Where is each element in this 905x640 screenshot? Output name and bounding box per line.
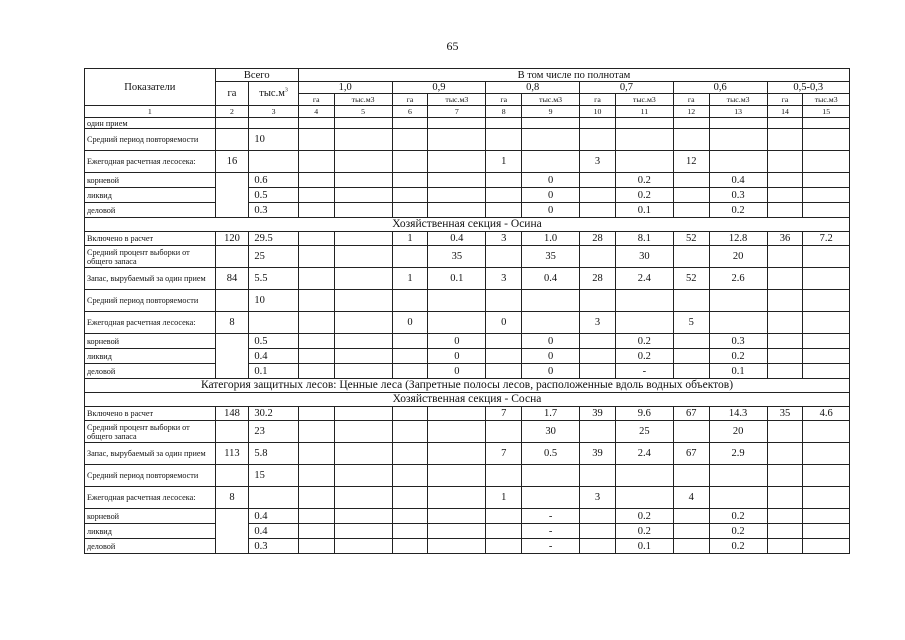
category-title: Категория защитных лесов: Ценные леса (Запретные полосы лесов, расположенные вдоль водных объектов) <box>85 379 850 393</box>
cell-0-6-km3: 0.1 <box>709 364 767 379</box>
header-density-0-6: 0,6 <box>673 82 767 94</box>
cell-0-8-km3: 30 <box>522 421 580 443</box>
table-row <box>85 129 850 151</box>
cell-0-9-km3: 0 <box>428 364 486 379</box>
cell-total-km3: 23 <box>249 421 299 443</box>
cell-0-7-ha: 39 <box>580 407 616 421</box>
cell-0-6-km3: 0.3 <box>709 188 767 203</box>
column-number: 3 <box>249 106 299 118</box>
header-sub-km3: тыс.м3 <box>803 94 850 106</box>
cell-0-7-km3: 0.2 <box>615 188 673 203</box>
header-sub-ha: га <box>673 94 709 106</box>
column-number: 2 <box>215 106 249 118</box>
cell-0-7-km3: 0.1 <box>615 539 673 554</box>
table-row <box>85 509 850 524</box>
header-density-0-7: 0,7 <box>580 82 674 94</box>
cell-0-8-ha: 3 <box>486 268 522 290</box>
cell-0-7-ha: 3 <box>580 151 616 173</box>
cell-0-9-km3: 0.1 <box>428 268 486 290</box>
cell-0-8-km3: 0 <box>522 364 580 379</box>
cell-0-6-km3: 2.6 <box>709 268 767 290</box>
cell-0-6-km3: 0.2 <box>709 539 767 554</box>
header-sub-ha: га <box>392 94 428 106</box>
column-number: 7 <box>428 106 486 118</box>
header-density-0-8: 0,8 <box>486 82 580 94</box>
cell-0-8-ha: 0 <box>486 312 522 334</box>
cell-0-9-ha: 0 <box>392 312 428 334</box>
cell-0-8-km3: 0 <box>522 334 580 349</box>
header-row-1 <box>85 69 850 82</box>
cell-0-6-ha: 4 <box>673 487 709 509</box>
column-number: 4 <box>298 106 334 118</box>
cell-0-6-ha: 12 <box>673 151 709 173</box>
cell-total-km3: 0.4 <box>249 524 299 539</box>
column-number: 1 <box>85 106 216 118</box>
section-title-aspen: Хозяйственная секция - Осина <box>85 218 850 232</box>
row-label: Ежегодная расчетная лесосека: <box>85 312 216 334</box>
cell-0-9-km3: 0 <box>428 334 486 349</box>
cell-total-ha: 8 <box>215 487 249 509</box>
cell-total-km3: 29.5 <box>249 232 299 246</box>
cell-0-8-km3: 0 <box>522 203 580 218</box>
cell-0-9-km3: 0 <box>428 349 486 364</box>
cell-0-7-km3: 0.2 <box>615 334 673 349</box>
cell-total-km3: 10 <box>249 129 299 151</box>
table-row <box>85 118 850 129</box>
row-label: Запас, вырубаемый за один прием <box>85 268 216 290</box>
table-row <box>85 443 850 465</box>
cell-0-7-km3: 0.2 <box>615 349 673 364</box>
header-density-0-9: 0,9 <box>392 82 486 94</box>
header-density-1-0: 1,0 <box>298 82 392 94</box>
table-row <box>85 349 850 364</box>
cell-0-6-km3: 0.2 <box>709 349 767 364</box>
cell-0-8-ha: 3 <box>486 232 522 246</box>
cell-total-ha: 120 <box>215 232 249 246</box>
column-number: 8 <box>486 106 522 118</box>
cell-0-8-km3: 0 <box>522 188 580 203</box>
cell-0-7-ha: 3 <box>580 487 616 509</box>
table-row <box>85 173 850 188</box>
cell-0-6-km3: 20 <box>709 421 767 443</box>
row-label: деловой <box>85 203 216 218</box>
header-sub-ha: га <box>580 94 616 106</box>
column-number: 13 <box>709 106 767 118</box>
header-sub-km3: тыс.м3 <box>334 94 392 106</box>
cell-0-6-km3: 12.8 <box>709 232 767 246</box>
row-label: Ежегодная расчетная лесосека: <box>85 151 216 173</box>
cell-0-8-ha: 7 <box>486 407 522 421</box>
cell-0-8-ha: 1 <box>486 151 522 173</box>
table-row <box>85 421 850 443</box>
cell-0-7-ha: 39 <box>580 443 616 465</box>
table-row <box>85 268 850 290</box>
cell-0-6-km3: 0.2 <box>709 524 767 539</box>
table-row <box>85 232 850 246</box>
header-sub-km3: тыс.м3 <box>709 94 767 106</box>
cell-0-6-ha: 67 <box>673 407 709 421</box>
column-number: 9 <box>522 106 580 118</box>
cell-0-6-ha: 52 <box>673 268 709 290</box>
cell-0-6-km3: 0.2 <box>709 203 767 218</box>
row-label: Включено в расчет <box>85 232 216 246</box>
table-row <box>85 188 850 203</box>
column-number: 10 <box>580 106 616 118</box>
row-label: корневой <box>85 173 216 188</box>
row-label: корневой <box>85 334 216 349</box>
cell-0-9-km3: 0.4 <box>428 232 486 246</box>
row-label: Ежегодная расчетная лесосека: <box>85 487 216 509</box>
cell-total-km3: 0.6 <box>249 173 299 188</box>
cell-0-8-km3: - <box>522 524 580 539</box>
cell-0-7-km3: 8.1 <box>615 232 673 246</box>
column-number: 12 <box>673 106 709 118</box>
cell-0-7-km3: 9.6 <box>615 407 673 421</box>
cell-0-8-km3: 1.0 <box>522 232 580 246</box>
cell-0-7-km3: 0.2 <box>615 509 673 524</box>
cell-0-5-ha: 36 <box>767 232 803 246</box>
section-title-pine: Хозяйственная секция - Сосна <box>85 393 850 407</box>
column-number: 11 <box>615 106 673 118</box>
cell-total-ha: 113 <box>215 443 249 465</box>
header-total-km3: $тыс.м^3$ <box>249 82 299 106</box>
cell-0-7-km3: 2.4 <box>615 443 673 465</box>
cell-total-ha: 148 <box>215 407 249 421</box>
row-label: деловой <box>85 364 216 379</box>
header-sub-km3: тыс.м3 <box>615 94 673 106</box>
cell-0-9-ha: 1 <box>392 232 428 246</box>
cell-total-km3: 0.5 <box>249 334 299 349</box>
cell-0-8-km3: 0.4 <box>522 268 580 290</box>
table-row <box>85 290 850 312</box>
row-label: корневой <box>85 509 216 524</box>
cell-0-6-ha: 5 <box>673 312 709 334</box>
column-number: 5 <box>334 106 392 118</box>
table-row <box>85 364 850 379</box>
cell-0-6-km3: 0.4 <box>709 173 767 188</box>
row-label: Средний процент выборки от общего запаса <box>85 246 216 268</box>
cell-0-9-ha: 1 <box>392 268 428 290</box>
cell-0-7-ha: 3 <box>580 312 616 334</box>
table-row <box>85 465 850 487</box>
cell-total-km3: 0.1 <box>249 364 299 379</box>
cell-0-7-km3: 0.2 <box>615 524 673 539</box>
row-label: ликвид <box>85 349 216 364</box>
row-label: ликвид <box>85 188 216 203</box>
cell-0-8-km3: 35 <box>522 246 580 268</box>
header-sub-ha: га <box>298 94 334 106</box>
table-row <box>85 524 850 539</box>
cell-total-km3: 0.4 <box>249 509 299 524</box>
cell-0-6-km3: 20 <box>709 246 767 268</box>
row-label: деловой <box>85 539 216 554</box>
cell-total-km3: 5.5 <box>249 268 299 290</box>
cell-0-8-km3: 1.7 <box>522 407 580 421</box>
cell-total-km3: 30.2 <box>249 407 299 421</box>
column-number: 14 <box>767 106 803 118</box>
row-label: Запас, вырубаемый за один прием <box>85 443 216 465</box>
header-sub-ha: га <box>486 94 522 106</box>
cell-0-5-ha: 35 <box>767 407 803 421</box>
cell-total-km3: 5.8 <box>249 443 299 465</box>
row-label: Средний процент выборки от общего запаса <box>85 421 216 443</box>
cell-total-km3: 15 <box>249 465 299 487</box>
cell-total-km3: 10 <box>249 290 299 312</box>
header-indicators: Показатели <box>85 69 216 106</box>
cell-0-8-km3: - <box>522 539 580 554</box>
cell-0-8-ha: 1 <box>486 487 522 509</box>
table-row <box>85 539 850 554</box>
row-label: ликвид <box>85 524 216 539</box>
cell-0-6-ha: 52 <box>673 232 709 246</box>
header-sub-ha: га <box>767 94 803 106</box>
cell-0-6-km3: 2.9 <box>709 443 767 465</box>
cell-0-5-km3: 4.6 <box>803 407 850 421</box>
header-total-ha: га <box>215 82 249 106</box>
row-label: Средний период повторяемости <box>85 129 216 151</box>
header-total: Всего <box>215 69 298 82</box>
table-row <box>85 487 850 509</box>
row-label: один прием <box>85 118 216 129</box>
cell-total-ha: 84 <box>215 268 249 290</box>
row-label: Средний период повторяемости <box>85 290 216 312</box>
cell-0-8-km3: 0 <box>522 349 580 364</box>
table-row <box>85 246 850 268</box>
header-sub-km3: тыс.м3 <box>428 94 486 106</box>
cell-0-8-km3: 0.5 <box>522 443 580 465</box>
column-number: 15 <box>803 106 850 118</box>
cell-0-8-ha: 7 <box>486 443 522 465</box>
row-label: Средний период повторяемости <box>85 465 216 487</box>
table-row <box>85 151 850 173</box>
table-row <box>85 407 850 421</box>
cell-0-6-km3: 14.3 <box>709 407 767 421</box>
cell-total-ha: 8 <box>215 312 249 334</box>
page-number: 65 <box>446 39 459 53</box>
cell-0-6-km3: 0.3 <box>709 334 767 349</box>
cell-0-8-km3: - <box>522 509 580 524</box>
header-sub-km3: тыс.м3 <box>522 94 580 106</box>
cell-0-7-km3: 0.2 <box>615 173 673 188</box>
forest-calculation-table <box>84 68 850 554</box>
header-including: В том числе по полнотам <box>298 69 849 82</box>
cell-0-8-km3: 0 <box>522 173 580 188</box>
cell-total-ha: 16 <box>215 151 249 173</box>
cell-0-7-ha: 28 <box>580 232 616 246</box>
cell-total-km3: 0.3 <box>249 203 299 218</box>
section-row <box>85 379 850 393</box>
cell-0-6-km3: 0.2 <box>709 509 767 524</box>
cell-0-7-ha: 28 <box>580 268 616 290</box>
cell-total-km3: 25 <box>249 246 299 268</box>
table-row <box>85 312 850 334</box>
cell-total-km3: 0.5 <box>249 188 299 203</box>
table-row <box>85 334 850 349</box>
cell-total-km3: 0.4 <box>249 349 299 364</box>
section-row <box>85 218 850 232</box>
cell-0-6-ha: 67 <box>673 443 709 465</box>
cell-0-7-km3: 0.1 <box>615 203 673 218</box>
cell-total-km3: 0.3 <box>249 539 299 554</box>
cell-0-7-km3: 25 <box>615 421 673 443</box>
cell-0-7-km3: 30 <box>615 246 673 268</box>
table-row <box>85 203 850 218</box>
header-density-0-5-0-3: 0,5-0,3 <box>767 82 849 94</box>
row-label: Включено в расчет <box>85 407 216 421</box>
section-row <box>85 393 850 407</box>
cell-0-7-km3: - <box>615 364 673 379</box>
cell-0-9-km3: 35 <box>428 246 486 268</box>
cell-0-7-km3: 2.4 <box>615 268 673 290</box>
cell-0-5-km3: 7.2 <box>803 232 850 246</box>
column-number: 6 <box>392 106 428 118</box>
column-number-row <box>85 106 850 118</box>
